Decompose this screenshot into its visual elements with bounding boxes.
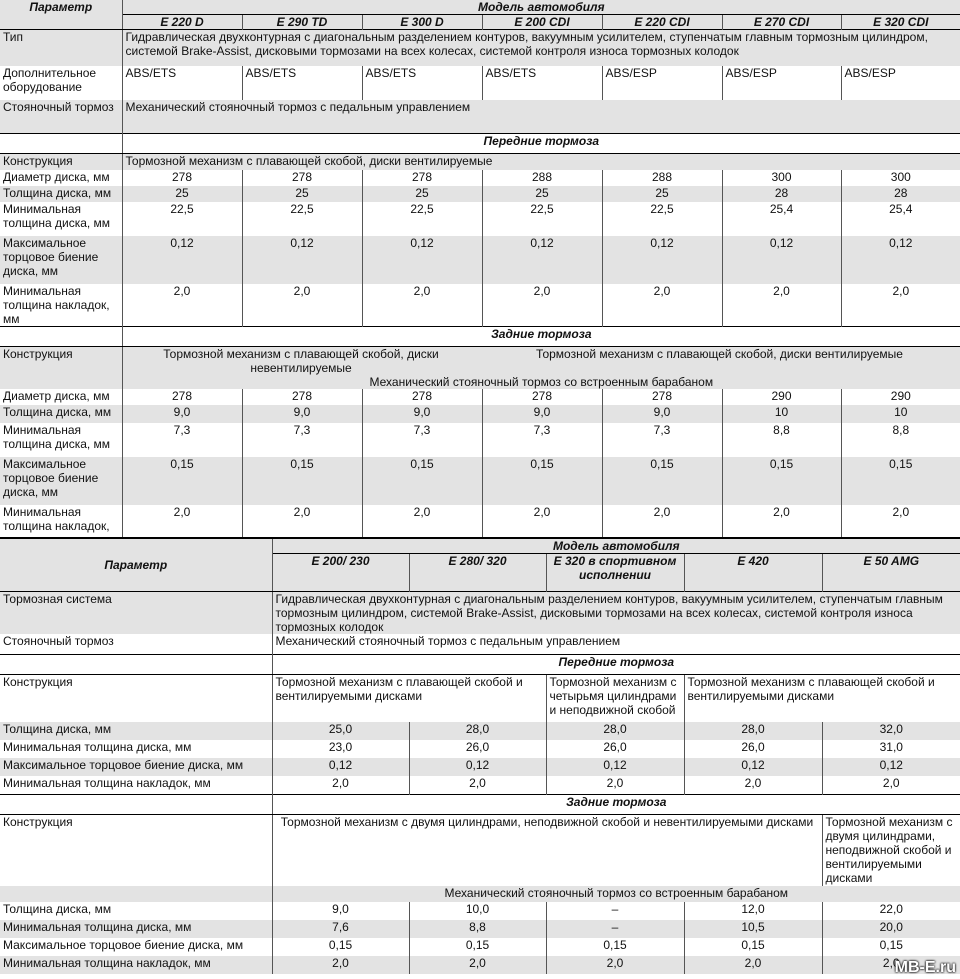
cell: 2,0: [722, 284, 841, 327]
cell: 10,5: [684, 920, 822, 938]
model-col: E 220 D: [122, 15, 242, 30]
param-header: Параметр: [0, 538, 272, 592]
brake-specs-table-2: [0, 537, 960, 974]
model-col: E 420: [684, 554, 822, 592]
cell: 7,3: [602, 423, 722, 457]
cell: 2,0: [409, 776, 546, 794]
cell: 278: [242, 170, 362, 186]
cell: 290: [841, 389, 960, 405]
param-header: Параметр: [0, 0, 122, 30]
cell: 25: [122, 186, 242, 202]
cell: 28,0: [684, 722, 822, 740]
rear-construction-a: Тормозной механизм с двумя цилиндрами, неподвижной скобой и невентилируемыми дисками: [272, 814, 822, 886]
cell: 2,0: [546, 956, 684, 974]
cell: 28,0: [409, 722, 546, 740]
cell: 22,5: [482, 202, 602, 236]
cell: 22,0: [822, 902, 960, 920]
rear-construction-cell: [122, 346, 960, 389]
cell: ABS/ETS: [122, 66, 242, 100]
cell: 278: [482, 389, 602, 405]
cell: ABS/ETS: [362, 66, 482, 100]
cell: ABS/ESP: [841, 66, 960, 100]
cell: 2,0: [272, 776, 409, 794]
cell: 0,15: [822, 938, 960, 956]
model-col: E 200/ 230: [272, 554, 409, 592]
cell: 8,8: [409, 920, 546, 938]
row-label: Толщина диска, мм: [3, 185, 112, 200]
cell: 25,4: [841, 202, 960, 236]
cell: 25,4: [722, 202, 841, 236]
row-label: Максимальное торцовое биение диска, мм: [3, 758, 244, 772]
cell: 28: [841, 186, 960, 202]
cell: 23,0: [272, 740, 409, 758]
cell: 278: [602, 389, 722, 405]
cell: 0,12: [546, 758, 684, 776]
row-value: Гидравлическая двухконтурная с диагональным разделением контуров, вакуумным усилителем, ступенчатым главным тормозным цилиндром, системой Brake-Assist, дисковыми тормозами на всех колесах, системой контроля износа тормозных колодок: [272, 592, 960, 635]
cell: 22,5: [602, 202, 722, 236]
rear-construction-b: Тормозной механизм с плавающей скобой, диски вентилируемые: [536, 346, 903, 361]
rear-parking: Механический стояночный тормоз со встроенным барабаном: [369, 374, 714, 389]
cell: 20,0: [822, 920, 960, 938]
row-label: Стояночный тормоз: [3, 99, 114, 114]
row-label: Дополнительное оборудование: [3, 65, 97, 94]
row-label: Максимальное торцовое биение диска, мм: [3, 235, 99, 278]
cell: 26,0: [409, 740, 546, 758]
cell: 0,15: [242, 457, 362, 505]
model-col: E 320 в спортивном исполнении: [546, 554, 684, 592]
cell: –: [546, 902, 684, 920]
cell: 2,0: [122, 505, 242, 548]
row-label: Стояночный тормоз: [3, 634, 114, 648]
model-col: E 300 D: [362, 15, 482, 30]
cell: 0,15: [409, 938, 546, 956]
cell: 9,0: [362, 405, 482, 423]
cell: 25: [362, 186, 482, 202]
cell: 9,0: [242, 405, 362, 423]
row-label: Толщина диска, мм: [3, 722, 112, 736]
cell: 0,12: [122, 236, 242, 284]
row-label: Минимальная толщина накладок, мм: [3, 283, 110, 326]
cell: 22,5: [242, 202, 362, 236]
cell: 0,15: [362, 457, 482, 505]
cell: 278: [122, 170, 242, 186]
cell: 25: [482, 186, 602, 202]
cell: 288: [482, 170, 602, 186]
cell: 0,15: [722, 457, 841, 505]
cell: 300: [722, 170, 841, 186]
cell: 2,0: [546, 776, 684, 794]
cell: 2,0: [242, 284, 362, 327]
cell: 7,3: [482, 423, 602, 457]
front-construction-a: Тормозной механизм с плавающей скобой и вентилируемыми дисками: [272, 674, 546, 722]
model-col: E 200 CDI: [482, 15, 602, 30]
cell: 0,12: [482, 236, 602, 284]
cell: ABS/ETS: [482, 66, 602, 100]
row-label: Конструкция: [3, 814, 73, 829]
front-construction-c: Тормозной механизм с плавающей скобой и вентилируемыми дисками: [684, 674, 960, 722]
rear-parking: Механический стояночный тормоз со встроенным барабаном: [272, 886, 960, 902]
cell: 28,0: [546, 722, 684, 740]
cell: 8,8: [722, 423, 841, 457]
section-title: Передние тормоза: [272, 654, 960, 674]
cell: 2,0: [482, 505, 602, 548]
cell: 9,0: [122, 405, 242, 423]
cell: 9,0: [482, 405, 602, 423]
cell: 22,5: [362, 202, 482, 236]
cell: 26,0: [684, 740, 822, 758]
cell: 0,12: [684, 758, 822, 776]
cell: 10: [722, 405, 841, 423]
cell: 8,8: [841, 423, 960, 457]
row-label: Минимальная толщина накладок, мм: [3, 776, 211, 790]
row-label: Тормозная система: [3, 592, 112, 606]
cell: 12,0: [684, 902, 822, 920]
cell: 0,15: [122, 457, 242, 505]
rear-construction-a: Тормозной механизм с плавающей скобой, диски невентилируемые: [163, 346, 439, 375]
cell: 0,15: [272, 938, 409, 956]
cell: 25,0: [272, 722, 409, 740]
row-value: Тормозной механизм с плавающей скобой, диски вентилируемые: [122, 154, 960, 170]
model-col: E 290 TD: [242, 15, 362, 30]
cell: 0,15: [841, 457, 960, 505]
cell: 0,12: [272, 758, 409, 776]
cell: 25: [602, 186, 722, 202]
cell: –: [546, 920, 684, 938]
front-construction-b: Тормозной механизм с четырьмя цилиндрами и неподвижной скобой: [546, 674, 684, 722]
cell: 28: [722, 186, 841, 202]
cell: 2,0: [602, 284, 722, 327]
row-label: Максимальное торцовое биение диска, мм: [3, 938, 244, 952]
cell: 278: [242, 389, 362, 405]
cell: 10: [841, 405, 960, 423]
model-col: E 50 AMG: [822, 554, 960, 592]
row-label: Диаметр диска, мм: [3, 388, 110, 403]
cell: 2,0: [242, 505, 362, 548]
row-label: Минимальная толщина диска, мм: [3, 920, 192, 934]
cell: 0,12: [242, 236, 362, 284]
cell: 0,15: [546, 938, 684, 956]
cell: 300: [841, 170, 960, 186]
cell: ABS/ETS: [242, 66, 362, 100]
row-label: Конструкция: [3, 674, 73, 689]
rear-construction-b: Тормозной механизм с двумя цилиндрами, неподвижной скобой и вентилируемыми дисками: [822, 814, 960, 886]
cell: 22,5: [122, 202, 242, 236]
cell: 0,15: [602, 457, 722, 505]
cell: 7,3: [122, 423, 242, 457]
row-label: Диаметр диска, мм: [3, 169, 110, 184]
cell: 9,0: [602, 405, 722, 423]
cell: 0,12: [409, 758, 546, 776]
cell: 278: [122, 389, 242, 405]
model-col: E 220 CDI: [602, 15, 722, 30]
cell: 2,0: [122, 284, 242, 327]
row-label: Тип: [3, 30, 24, 44]
row-value: Механический стояночный тормоз с педальным управлением: [272, 634, 960, 654]
model-header: Модель автомобиля: [272, 538, 960, 554]
cell: 2,0: [602, 505, 722, 548]
cell: 2,0: [272, 956, 409, 974]
row-label: Максимальное торцовое биение диска, мм: [3, 456, 99, 499]
cell: 2,0: [482, 284, 602, 327]
cell: 278: [362, 389, 482, 405]
cell: 10,0: [409, 902, 546, 920]
cell: ABS/ESP: [602, 66, 722, 100]
cell: 2,0: [841, 284, 960, 327]
row-value: Гидравлическая двухконтурная с диагональным разделением контуров, вакуумным усилителем, ступенчатым главным тормозным цилиндром, системой Brake-Assist, дисковыми тормозами на всех колесах, системой контроля износа тормозных колодок: [122, 30, 960, 66]
cell: 2,0: [409, 956, 546, 974]
cell: 2,0: [684, 776, 822, 794]
cell: 2,0: [684, 956, 822, 974]
row-label: Конструкция: [3, 154, 73, 168]
row-value: Механический стояночный тормоз с педальным управлением: [122, 100, 960, 134]
row-label: Минимальная толщина диска, мм: [3, 740, 192, 754]
cell: 2,0: [841, 505, 960, 548]
cell: 2,0: [362, 284, 482, 327]
watermark: MB-E.ru: [894, 959, 956, 976]
cell: 0,12: [722, 236, 841, 284]
cell: 7,6: [272, 920, 409, 938]
section-title: Задние тормоза: [272, 794, 960, 814]
cell: 7,3: [362, 423, 482, 457]
cell: 290: [722, 389, 841, 405]
cell: 0,15: [684, 938, 822, 956]
section-title: Задние тормоза: [122, 326, 960, 346]
cell: 2,0: [362, 505, 482, 548]
cell: 9,0: [272, 902, 409, 920]
cell: 2,0: [822, 776, 960, 794]
cell: 25: [242, 186, 362, 202]
section-title: Передние тормоза: [122, 134, 960, 154]
cell: 2,0: [822, 956, 960, 974]
row-label: Минимальная толщина диска, мм: [3, 422, 111, 451]
model-col: E 280/ 320: [409, 554, 546, 592]
cell: 26,0: [546, 740, 684, 758]
row-label: Минимальная толщина накладок,: [3, 504, 110, 533]
row-label: Конструкция: [3, 346, 73, 361]
model-header: Модель автомобиля: [122, 0, 960, 15]
cell: 0,15: [482, 457, 602, 505]
cell: 32,0: [822, 722, 960, 740]
cell: 2,0: [722, 505, 841, 548]
model-col: E 270 CDI: [722, 15, 841, 30]
cell: 288: [602, 170, 722, 186]
row-label: Минимальная толщина диска, мм: [3, 201, 111, 230]
row-label: Минимальная толщина накладок, мм: [3, 956, 211, 970]
cell: ABS/ESP: [722, 66, 841, 100]
cell: 0,12: [822, 758, 960, 776]
cell: 278: [362, 170, 482, 186]
cell: 0,12: [841, 236, 960, 284]
cell: 31,0: [822, 740, 960, 758]
row-label: Толщина диска, мм: [3, 404, 112, 419]
row-label: Толщина диска, мм: [3, 902, 112, 916]
cell: 7,3: [242, 423, 362, 457]
cell: 0,12: [602, 236, 722, 284]
cell: 0,12: [362, 236, 482, 284]
model-col: E 320 CDI: [841, 15, 960, 30]
